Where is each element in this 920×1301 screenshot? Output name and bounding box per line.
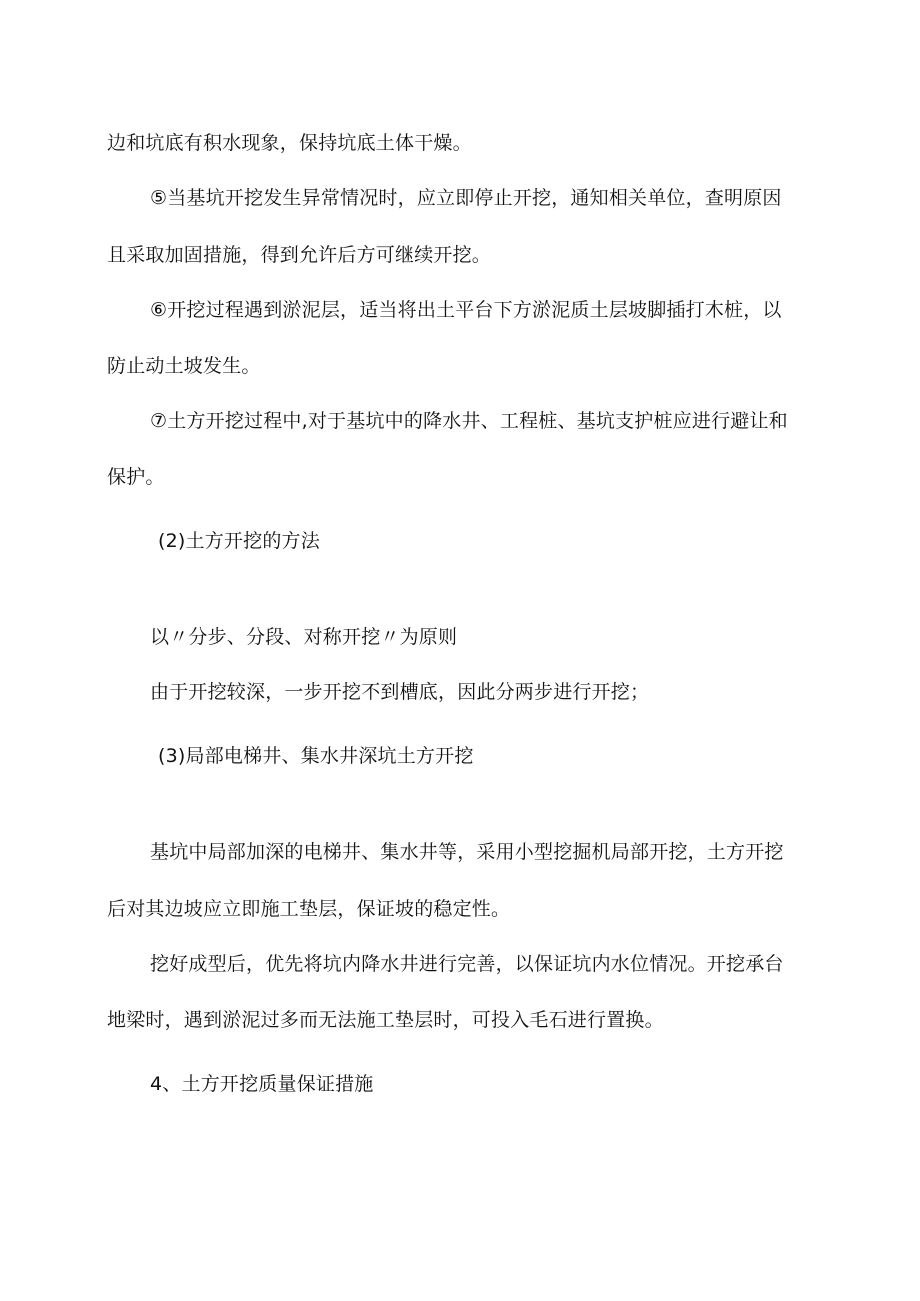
section-heading-4: 4、土方开挖质量保证措施 [150,1073,374,1095]
paragraph-line-item-6-cont: 防止动土坡发生。 [107,355,261,377]
paragraph-line-item-5-cont: 且采取加固措施，得到允许后方可继续开挖。 [107,244,492,266]
paragraph-line-dewatering: 挖好成型后，优先将坑内降水井进行完善，以保证坑内水位情况。开挖承台 [150,953,784,975]
section-heading-2: (2)土方开挖的方法 [158,530,320,552]
paragraph-line-local-excavation-cont: 后对其边坡应立即施工垫层，保证坡的稳定性。 [107,898,511,920]
section-heading-3: (3)局部电梯井、集水井深坑土方开挖 [158,745,474,767]
paragraph-line-item-5: ⑤当基坑开挖发生异常情况时，应立即停止开挖，通知相关单位，查明原因 [150,187,782,209]
paragraph-line-item-7-cont: 保护。 [107,466,165,488]
paragraph-line-drainage-end: 边和坑底有积水现象，保持坑底土体干燥。 [107,132,472,154]
paragraph-line-principle: 以〃分步、分段、对称开挖〃为原则 [150,626,458,648]
paragraph-line-item-7: ⑦土方开挖过程中,对于基坑中的降水井、工程桩、基坑支护桩应进行避让和 [150,410,788,432]
paragraph-line-item-6: ⑥开挖过程遇到淤泥层，适当将出土平台下方淤泥质土层坡脚插打木桩，以 [150,299,782,321]
paragraph-line-local-excavation: 基坑中局部加深的电梯井、集水井等，采用小型挖掘机局部开挖，土方开挖 [150,841,784,863]
paragraph-line-two-steps: 由于开挖较深，一步开挖不到槽底，因此分两步进行开挖； [150,681,650,703]
paragraph-line-dewatering-cont: 地梁时，遇到淤泥过多而无法施工垫层时，可投入毛石进行置换。 [107,1009,664,1031]
